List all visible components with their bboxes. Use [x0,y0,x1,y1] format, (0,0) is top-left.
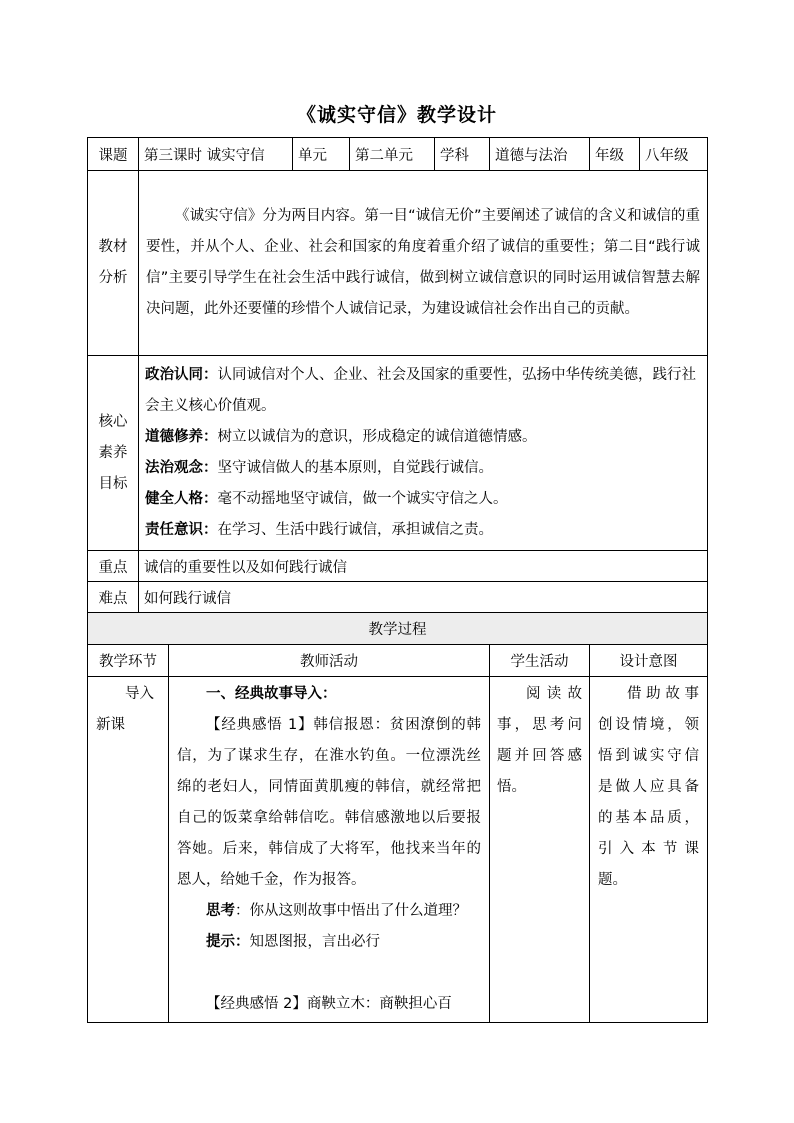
lesson-label: 课题 [88,138,139,171]
story-2: 【经典感悟 2】商鞅立木：商鞅担心百 [206,996,452,1012]
lesson-value: 第三课时 诚实守信 [139,138,293,171]
design-intent [590,677,708,1023]
goal-item: 法治观念：坚守诚信做人的基本原则，自觉践行诚信。 [145,460,493,476]
spacer [177,958,481,989]
unit-label: 单元 [293,138,350,171]
column-intent: 设计意图 [590,645,708,677]
subject-value: 道德与法治 [490,138,590,171]
header-row [88,138,708,171]
key-point-row [88,551,708,582]
hint: 提示：知恩图报，言出必行 [206,934,380,950]
page-title: 《诚实守信》教学设计 [296,104,497,126]
goal-item: 道德修养：树立以诚信为的意识，形成稳定的诚信道德情感。 [145,429,537,445]
goals-list [139,356,708,551]
column-stage: 教学环节 [88,645,169,677]
process-row [88,677,708,1023]
goal-item: 健全人格：毫不动摇地坚守诚信，做一个诚实守信之人。 [145,491,508,507]
grade-value: 八年级 [640,138,708,171]
goals-label: 核心素养目标 [88,356,139,551]
column-student: 学生活动 [490,645,590,677]
stage-cell [88,677,169,1023]
process-header-row [88,613,708,645]
grade-label: 年级 [590,138,640,171]
goal-item: 政治认同：认同诚信对个人、企业、社会及国家的重要性，弘扬中华传统美德，践行社会主义核心价值观。 [145,367,696,414]
difficult-point-text: 如何践行诚信 [139,582,708,613]
difficult-point-label: 难点 [88,582,139,613]
think-question: 思考：你从这则故事中悟出了什么道理？ [206,903,467,919]
section-title: 一、经典故事导入： [206,686,337,702]
lesson-plan-table [87,137,708,1023]
student-activity [490,677,590,1023]
subject-label: 学科 [435,138,490,171]
student-text: 阅读故事，思考问题并回答感悟。 [497,686,583,795]
column-teacher: 教师活动 [169,645,490,677]
analysis-text: 《诚实守信》分为两目内容。第一目“诚信无价”主要阐述了诚信的含义和诚信的重要性，并从个人、企业、社会和国家的角度着重介绍了诚信的重要性；第二目“践行诚信”主要引导学生在社会生活中践行诚信，做到树立诚信意识的同时运用诚信智慧去解决问题，此外还要懂的珍惜个人诚信记录，为建设诚信社会作出自己的贡献。 [139,171,708,356]
key-point-label: 重点 [88,551,139,582]
teacher-activity [169,677,490,1023]
analysis-label: 教材分析 [88,171,139,356]
story-1: 【经典感悟 1】韩信报恩：贫困潦倒的韩信，为了谋求生存，在淮水钓鱼。一位漂洗丝绵的老妇人，同情面黄肌瘦的韩信，就经常把自己的饭菜拿给韩信吃。韩信感激地以后要报答她。后来，韩信成了大将军，他找来当年的恩人，给她千金，作为报答。 [177,717,482,888]
unit-value: 第二单元 [350,138,435,171]
analysis-row [88,171,708,356]
goals-row [88,356,708,551]
intent-text: 借助故事创设情境，领悟到诚实守信是做人应具备的基本品质，引入本节课题。 [598,686,700,888]
process-columns-row [88,645,708,677]
key-point-text: 诚信的重要性以及如何践行诚信 [139,551,708,582]
difficult-point-row [88,582,708,613]
goal-item: 责任意识：在学习、生活中践行诚信，承担诚信之责。 [145,522,493,538]
stage-text: 导入新课 [96,686,154,733]
process-header: 教学过程 [88,613,708,645]
